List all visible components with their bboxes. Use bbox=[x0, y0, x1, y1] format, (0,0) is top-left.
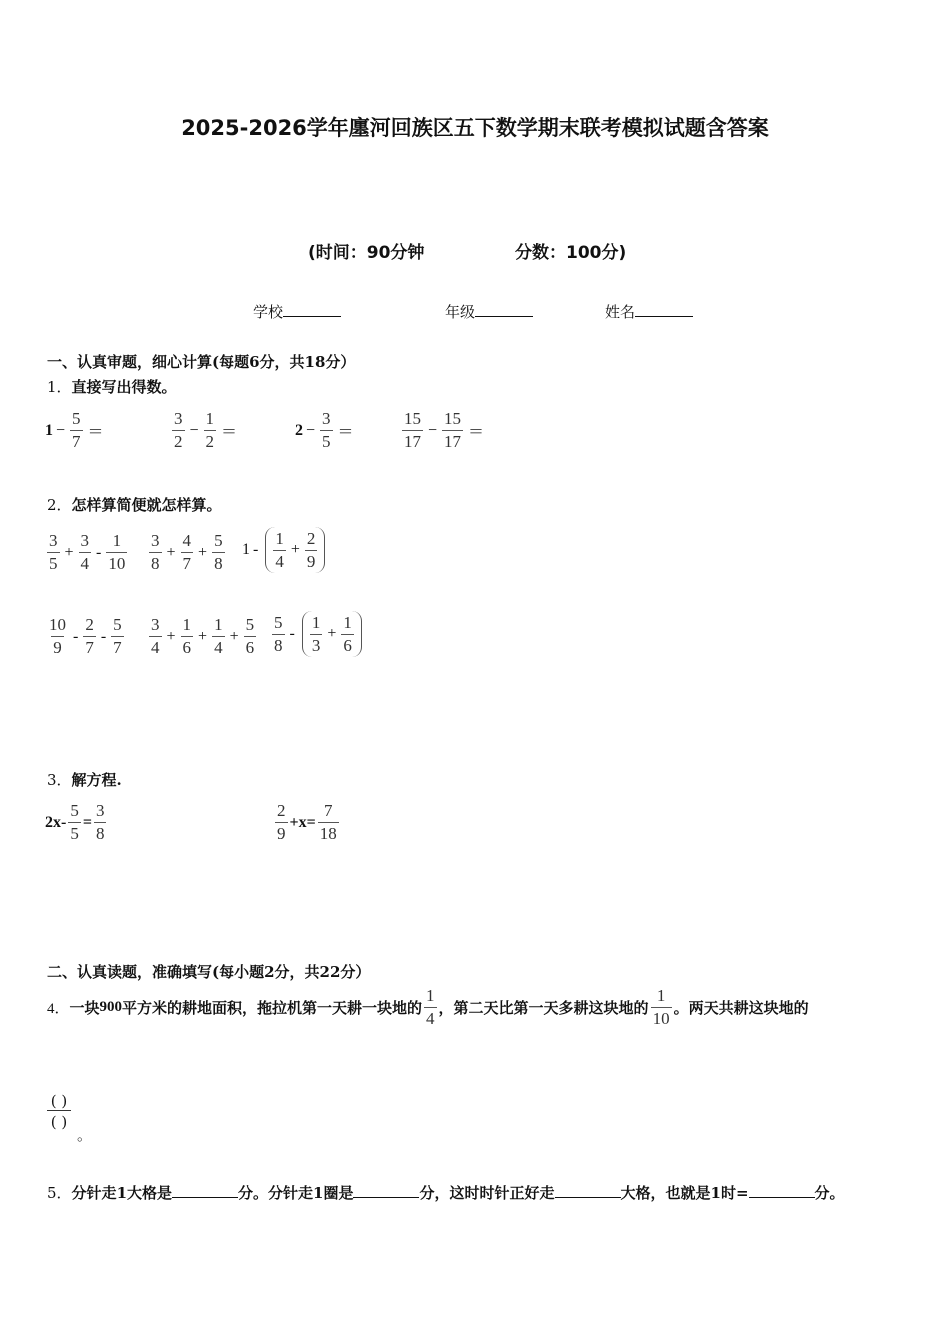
question-2: 2．怎样算简便就怎样算。 bbox=[47, 496, 222, 514]
q3-equation-1: 2x- $\frac{5}{5}$ = $\frac{3}{8}$ bbox=[45, 801, 105, 843]
q2-expr-6: $\frac{5}{8}$ - $\frac{1}{3}$ + $\frac{1}{6}$ bbox=[270, 611, 362, 657]
q2-expr-3: 1 - $\frac{1}{4}$ + $\frac{2}{9}$ bbox=[242, 527, 325, 573]
q4-answer-fraction[interactable]: ( ) ( ) bbox=[47, 1092, 71, 1133]
question-1: 1．直接写出得数。 bbox=[47, 378, 177, 396]
section-2-heading: 二、认真读题，准确填写(每小题2分，共22分） bbox=[47, 963, 371, 981]
q1-expr-1: 1 − $\frac{5}{7}$ ＝ bbox=[45, 409, 104, 451]
question-4: 4． 一块 900 平方米的耕地面积，拖拉机第一天耕一块地的 $\frac{1}{4}$ ，第二天比第一天多耕这块地的 $\frac{1}{10}$ 。两天共耕这块地的 bbox=[47, 986, 809, 1028]
grade-field[interactable]: 年级 bbox=[445, 301, 533, 322]
school-field[interactable]: 学校 bbox=[253, 301, 341, 322]
question-5: 5．分针走1大格是 分。分针走1圈是 分，这时时针正好走 大格，也就是1时= 分。 bbox=[47, 1184, 845, 1202]
question-3: 3．解方程. bbox=[47, 771, 122, 789]
section-1-heading: 一、认真审题，细心计算(每题6分，共18分） bbox=[47, 353, 356, 371]
q1-expr-4: $\frac{15}{17}$ − $\frac{15}{17}$ ＝ bbox=[404, 409, 485, 451]
q2-expr-1: $\frac{3}{5}$ + $\frac{3}{4}$ - $\frac{1}{10}$ bbox=[49, 531, 126, 573]
exam-time: (时间：90分钟 bbox=[308, 243, 425, 263]
exam-score: 分数：100分) bbox=[515, 243, 627, 263]
page-title: 2025-2026学年廛河回族区五下数学期末联考模拟试题含答案 bbox=[181, 116, 769, 140]
name-field[interactable]: 姓名 bbox=[605, 301, 693, 322]
q5-blank-3[interactable] bbox=[555, 1183, 621, 1198]
q2-expr-2: $\frac{3}{8}$ + $\frac{4}{7}$ + $\frac{5}{8}$ bbox=[151, 531, 223, 573]
q3-equation-2: $\frac{2}{9}$ +x= $\frac{7}{18}$ bbox=[277, 801, 337, 843]
q5-blank-1[interactable] bbox=[172, 1183, 238, 1198]
q5-blank-2[interactable] bbox=[353, 1183, 419, 1198]
q1-expr-2: $\frac{3}{2}$ − $\frac{1}{2}$ ＝ bbox=[174, 409, 238, 451]
q2-expr-5: $\frac{3}{4}$ + $\frac{1}{6}$ + $\frac{1}{4}$ + $\frac{5}{6}$ bbox=[151, 615, 255, 657]
q5-blank-4[interactable] bbox=[749, 1183, 815, 1198]
q1-expr-3: 2 − $\frac{3}{5}$ ＝ bbox=[295, 409, 354, 451]
q2-expr-4: $\frac{10}{9}$ - $\frac{2}{7}$ - $\frac{5}{7}$ bbox=[49, 615, 122, 657]
